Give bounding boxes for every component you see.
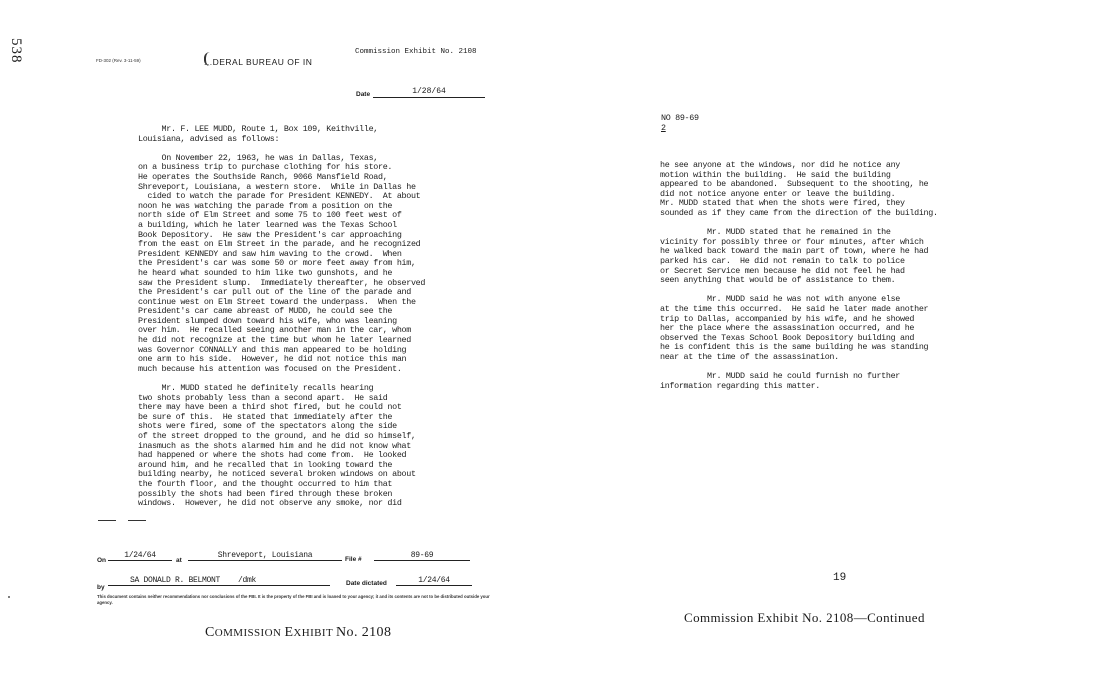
file-number: 89-69	[374, 551, 470, 561]
date-dictated: 1/24/64	[396, 576, 472, 586]
right-body-line: Mr. MUDD stated that he remained in the	[660, 227, 891, 238]
right-body-line: Mr. MUDD said he could furnish no further	[660, 371, 900, 382]
left-body-line: Louisiana, advised as follows:	[138, 133, 280, 144]
left-body-line: cided to watch the parade for President KENNEDY. At about	[138, 191, 421, 202]
left-body-line: on a business trip to purchase clothing for his store.	[138, 162, 393, 173]
left-body-line: President's car came abreast of MUDD, he could see the	[138, 306, 393, 317]
left-body-line: He operates the Southside Ranch, 9066 Mansfield Road,	[138, 171, 388, 182]
at-label: at	[176, 557, 182, 564]
left-body-line: north side of Elm Street and some 75 to 100 feet west of	[138, 210, 402, 221]
left-body-line: Shreveport, Louisiana, a western store. While in Dallas he	[138, 181, 416, 192]
date-value: 1/28/64	[373, 87, 485, 98]
right-body-line: near at the time of the assassination.	[660, 351, 839, 362]
right-body-line: appeared to be abandoned. Subsequent to the shooting, he	[660, 179, 929, 190]
on-label: On	[97, 557, 107, 564]
right-body-line: trip to Dallas, accompanied by his wife, and he showed	[660, 313, 915, 324]
left-body-line: President KENNEDY and saw him waving to the crowd. When	[138, 248, 402, 259]
by-label: by	[97, 584, 105, 591]
left-body-line: the President's car pull out of the line of the parade and	[138, 287, 411, 298]
left-body-line: there may have been a third shot fired, but he could not	[138, 402, 402, 413]
left-body-line: saw the President slump. Immediately thereafter, he observed	[138, 277, 426, 288]
left-body-line: noon he was watching the parade from a position on the	[138, 200, 393, 211]
left-body-line: shots were fired, some of the spectators along the side	[138, 421, 397, 432]
left-body-line: building nearby, he noticed several broken windows on about	[138, 469, 416, 480]
right-body-line: observed the Texas School Book Depository building and	[660, 332, 915, 343]
file-label: File #	[345, 556, 362, 563]
scan-speck	[8, 596, 10, 598]
right-body-line: parked his car. He did not remain to talk to police	[660, 255, 905, 266]
right-page-number: 19	[833, 572, 847, 584]
right-body-line: at the time this occurred. He said he later made another	[660, 303, 929, 314]
right-body-line: he is confident this is the same building he was standing	[660, 342, 929, 353]
typist-initials: /dmk	[238, 576, 257, 585]
right-page-body	[660, 161, 938, 391]
left-body-line: of the street dropped to the ground, and he did so himself,	[138, 431, 416, 441]
on-date: 1/24/64	[108, 551, 172, 561]
left-body-line: possibly the shots had been fired through these broken	[138, 488, 393, 499]
date-dictated-label: Date dictated	[346, 580, 387, 587]
left-body-line: he heard what sounded to him like two gunshots, and he	[138, 267, 393, 278]
bureau-title: ...DERAL BUREAU OF IN	[204, 57, 313, 67]
right-body-line: vicinity for possibly three or four minutes, after which	[660, 236, 924, 247]
left-caption: COMMISSION EXHIBIT No. 2108	[205, 625, 392, 640]
left-body-line: President slumped down toward his wife, who was leaning	[138, 315, 397, 326]
left-body-line: On November 22, 1963, he was in Dallas, Texas,	[138, 152, 378, 163]
left-body-line: from the east on Elm Street in the parade, and he recognized	[138, 239, 421, 250]
right-body-line: or Secret Service men because he did not feel he had	[660, 265, 905, 276]
right-body-line: he walked back toward the main part of town, where he had	[660, 246, 929, 257]
left-body-line: around him, and he recalled that in looking toward the	[138, 459, 393, 470]
left-body-line: two shots probably less than a second apart. He said	[138, 392, 388, 403]
left-body-line: he did not recognize at the time but whom he later learned	[138, 335, 411, 346]
right-body-line: her the place where the assassination occurred, and he	[660, 323, 915, 334]
left-body-line: Book Depository. He saw the President's car approaching	[138, 229, 402, 240]
left-body-line: a building, which he later learned was the Texas School	[138, 219, 397, 230]
fbi-disclaimer: This document contains neither recommendations nor conclusions of the FBI. It is the property of the FBI and is loaned to your agency; it and its contents are not to be distributed outside your agency.	[97, 594, 490, 605]
margin-rule	[128, 520, 146, 521]
right-body-line: Mr. MUDD stated that when the shots were fired, they	[660, 198, 905, 209]
left-body-line: had happened or where the shots had come from. He looked	[138, 450, 407, 461]
agent-name	[108, 576, 330, 586]
agent: SA DONALD R. BELMONT	[130, 576, 221, 585]
right-body-line: did not notice anyone enter or leave the building.	[660, 188, 896, 199]
left-body-line: continue west on Elm Street toward the underpass. When the	[138, 296, 416, 307]
right-body-line: seen anything that would be of assistance to them.	[660, 275, 896, 286]
left-body-line: was Governor CONNALLY and this man appeared to be holding	[138, 344, 407, 355]
left-body-line: inasmuch as the shots alarmed him and he did not know what	[138, 440, 411, 451]
right-caption: Commission Exhibit No. 2108—Continued	[684, 610, 925, 625]
left-body-line: Mr. MUDD stated he definitely recalls hearing	[138, 383, 374, 394]
right-body-line: he see anyone at the windows, nor did he notice any	[660, 160, 900, 170]
right-body-line: Mr. MUDD said he was not with anyone else	[660, 294, 900, 305]
left-body-line: windows. However, he did not observe any smoke, nor did	[138, 498, 402, 509]
left-body-line: much because his attention was focused on the President.	[138, 363, 402, 374]
right-body-line: motion within the building. He said the building	[660, 169, 891, 180]
right-body-line: sounded as if they came from the direction of the building.	[660, 207, 938, 218]
left-body-line: one arm to his side. However, he did not notice this man	[138, 354, 407, 365]
left-body-line: Mr. F. LEE MUDD, Route 1, Box 109, Keithville,	[138, 124, 378, 134]
right-body-line: information regarding this matter.	[660, 380, 820, 391]
page-number: 538	[8, 38, 24, 64]
left-body-line: the fourth floor, and the thought occurred to him that	[138, 478, 393, 489]
form-code: FD-302 (Rev. 3-11-59)	[96, 58, 141, 63]
exhibit-reference: Commission Exhibit No. 2108	[355, 48, 477, 56]
left-body-line: be sure of this. He stated that immediately after the	[138, 411, 393, 422]
interview-location: Shreveport, Louisiana	[188, 551, 342, 561]
right-file-number: NO 89-69	[661, 113, 699, 123]
right-page-header	[661, 114, 699, 133]
margin-rule	[98, 520, 116, 521]
right-page-index: 2	[661, 122, 666, 133]
left-body-line: the President's car was some 50 or more feet away from him,	[138, 258, 416, 269]
left-page-body	[138, 125, 425, 509]
date-label: Date	[356, 91, 371, 98]
left-body-line: over him. He recalled seeing another man in the car, whom	[138, 325, 411, 336]
